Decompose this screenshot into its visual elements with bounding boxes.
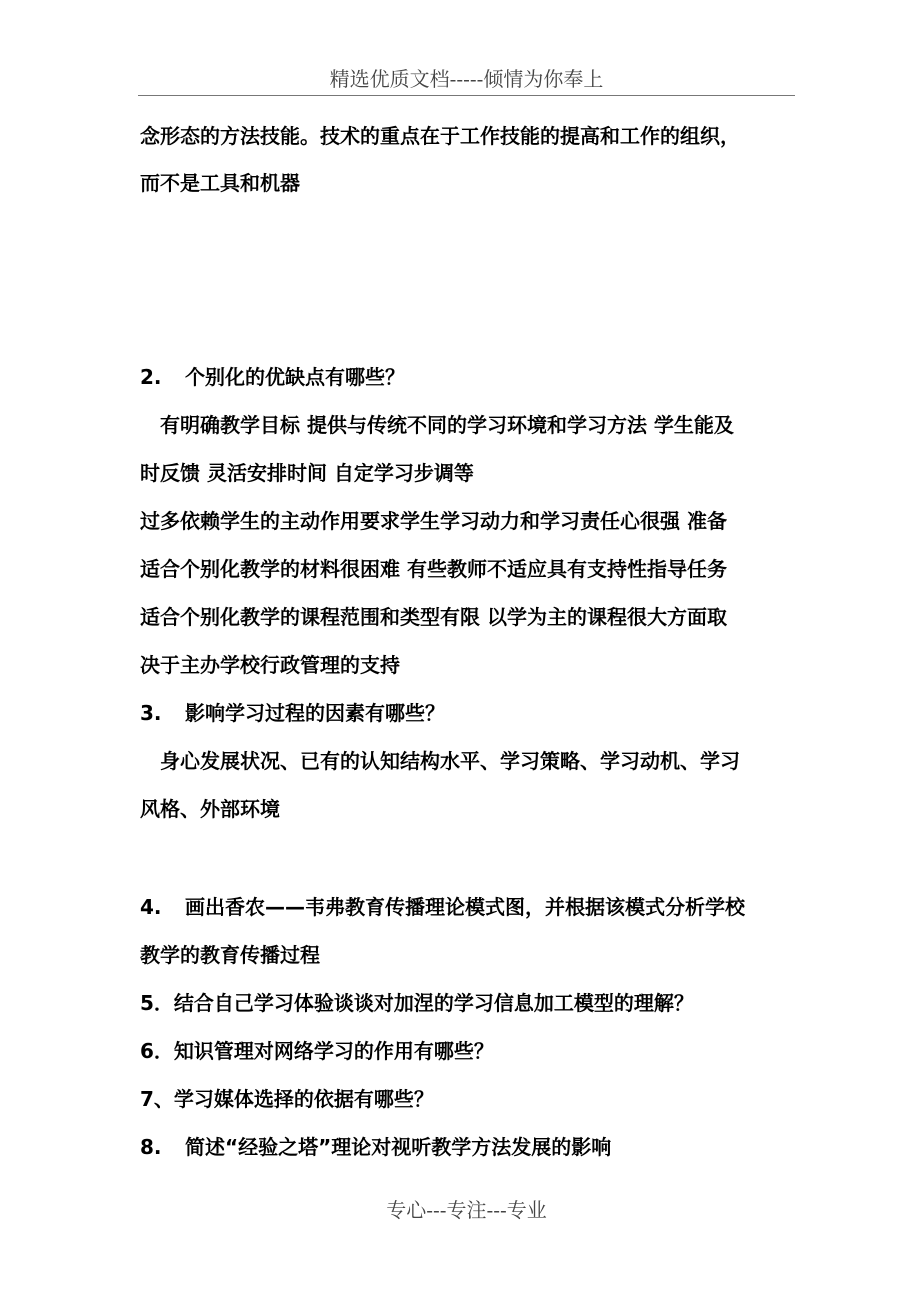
question-3-heading (140, 698, 445, 728)
answer-2-line-2: 时反馈 灵活安排时间 自定学习步调等 (140, 461, 474, 485)
question-2-heading (140, 362, 405, 392)
question-4-number: 4. (140, 895, 162, 919)
question-7: 7、学习媒体选择的依据有哪些？ (140, 1087, 434, 1111)
question-2-number: 2. (140, 365, 162, 389)
intro-line-2: 而不是工具和机器 (140, 171, 300, 195)
page-footer: 专心---专注---专业 (386, 1198, 547, 1222)
question-4-title: 画出香农——韦弗教育传播理论模式图，并根据该模式分析学校 (185, 895, 745, 919)
intro-line-1: 念形态的方法技能。技术的重点在于工作技能的提高和工作的组织， (140, 124, 740, 148)
answer-2-line-5: 适合个别化教学的课程范围和类型有限 以学为主的课程很大方面取 (140, 605, 727, 629)
header-divider (138, 95, 795, 96)
question-6: 6．知识管理对网络学习的作用有哪些？ (140, 1039, 494, 1063)
question-4-heading (140, 892, 745, 922)
question-8-number: 8. (140, 1135, 162, 1159)
answer-3-line-1: 身心发展状况、已有的认知结构水平、学习策略、学习动机、学习 (160, 749, 740, 773)
question-2-title: 个别化的优缺点有哪些？ (185, 365, 405, 389)
answer-2-line-1: 有明确教学目标 提供与传统不同的学习环境和学习方法 学生能及 (160, 413, 734, 437)
page-header: 精选优质文档-----倾情为你奉上 (329, 67, 604, 91)
answer-2-line-3: 过多依赖学生的主动作用要求学生学习动力和学习责任心很强 准备 (140, 509, 727, 533)
question-3-title: 影响学习过程的因素有哪些？ (185, 701, 445, 725)
answer-3-line-2: 风格、外部环境 (140, 797, 280, 821)
question-5: 5．结合自己学习体验谈谈对加涅的学习信息加工模型的理解？ (140, 991, 694, 1015)
question-3-number: 3. (140, 701, 162, 725)
answer-2-line-6: 决于主办学校行政管理的支持 (140, 653, 400, 677)
question-8-heading (140, 1132, 611, 1162)
question-4-line-2: 教学的教育传播过程 (140, 943, 320, 967)
answer-2-line-4: 适合个别化教学的材料很困难 有些教师不适应具有支持性指导任务 (140, 557, 727, 581)
question-8-title: 简述“经验之塔”理论对视听教学方法发展的影响 (185, 1135, 612, 1159)
